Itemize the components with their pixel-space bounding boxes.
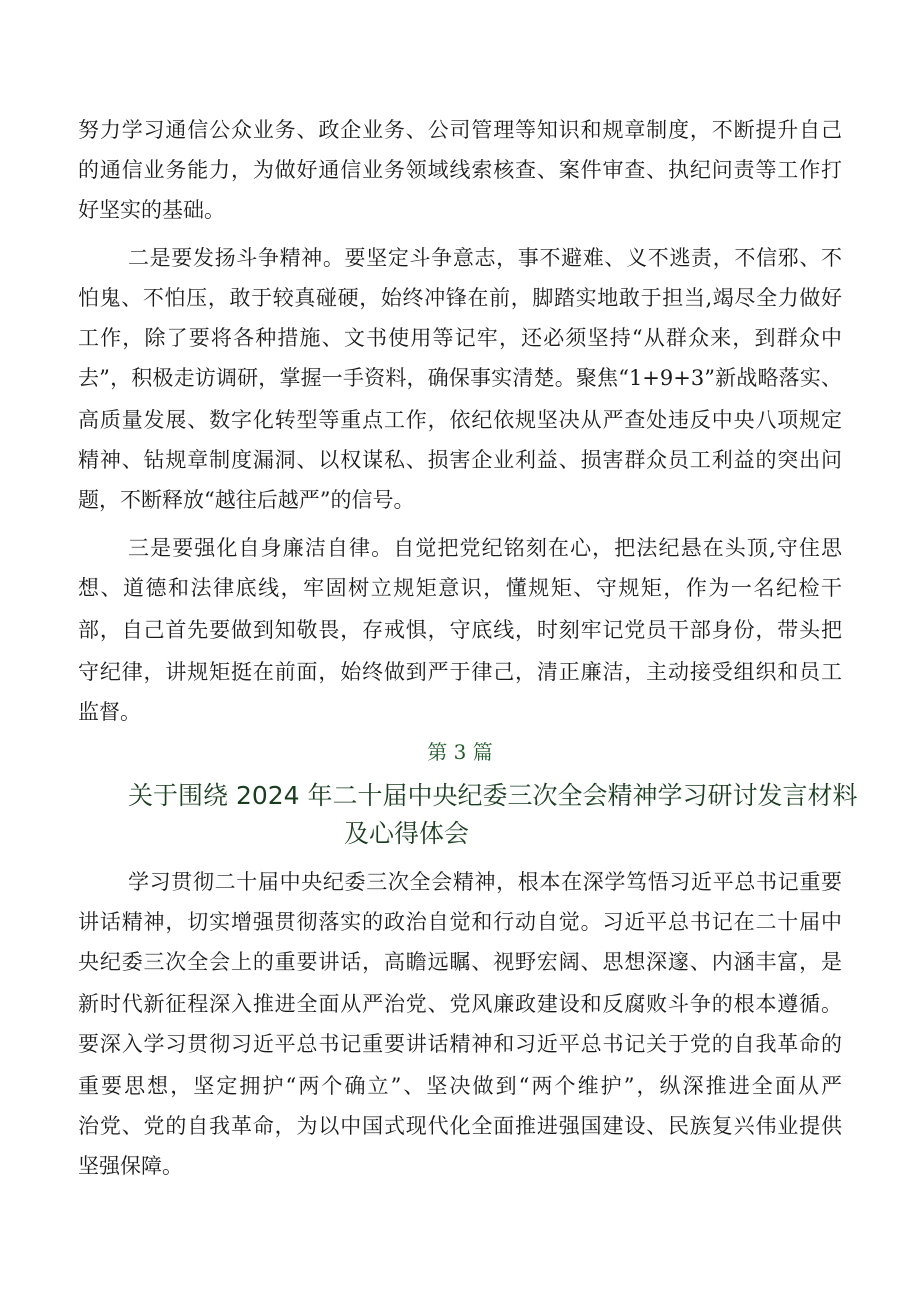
paragraph-line: 部，自己首先要做到知敬畏，存戒惧，守底线，时刻牢记党员干部身份，带头把: [78, 618, 842, 642]
paragraph-line: 怕鬼、不怕压，敢于较真碰硬，始终冲锋在前，脚踏实地敢于担当,竭尽全力做好: [78, 286, 842, 310]
article-title-line-2: 及心得体会: [344, 819, 470, 848]
section-label: 第 3 篇: [427, 740, 493, 764]
paragraph-line: 好坚实的基础。: [78, 198, 225, 222]
article-title-line-1: 关于围绕 2024 年二十届中央纪委三次全会精神学习研讨发言材料: [128, 781, 858, 810]
paragraph-line: 高质量发展、数字化转型等重点工作，依纪依规坚决从严查处违反中央八项规定: [78, 408, 842, 432]
paragraph-line: 二是要发扬斗争精神。要坚定斗争意志，事不避难、义不逃责，不信邪、不: [128, 246, 842, 270]
paragraph-line: 努力学习通信公众业务、政企业务、公司管理等知识和规章制度，不断提升自己: [78, 118, 842, 142]
paragraph-line: 央纪委三次全会上的重要讲话，高瞻远瞩、视野宏阔、思想深邃、内涵丰富，是: [78, 950, 842, 974]
paragraph-line: 新时代新征程深入推进全面从严治党、党风廉政建设和反腐败斗争的根本遵循。: [78, 992, 842, 1016]
paragraph-line: 学习贯彻二十届中央纪委三次全会精神，根本在深学笃悟习近平总书记重要: [128, 870, 842, 894]
paragraph-line: 重要思想，坚定拥护“两个确立”、坚决做到“两个维护”，纵深推进全面从严: [78, 1074, 842, 1098]
paragraph-line: 三是要强化自身廉洁自律。自觉把党纪铭刻在心，把法纪悬在头顶,守住思: [128, 536, 842, 560]
paragraph-line: 监督。: [78, 700, 141, 724]
paragraph-line: 精神、钻规章制度漏洞、以权谋私、损害企业利益、损害群众员工利益的突出问: [78, 448, 842, 472]
paragraph-line: 去”，积极走访调研，掌握一手资料，确保事实清楚。聚焦“1+9+3”新战略落实、: [78, 366, 842, 390]
paragraph-line: 工作，除了要将各种措施、文书使用等记牢，还必须坚持“从群众来，到群众中: [78, 326, 842, 350]
paragraph-line: 治党、党的自我革命，为以中国式现代化全面推进强国建设、民族复兴伟业提供: [78, 1114, 842, 1138]
paragraph-line: 守纪律，讲规矩挺在前面，始终做到严于律己，清正廉洁，主动接受组织和员工: [78, 660, 842, 684]
paragraph-line: 的通信业务能力，为做好通信业务领域线索核查、案件审查、执纪问责等工作打: [78, 158, 842, 182]
paragraph-line: 想、道德和法律底线，牢固树立规矩意识，懂规矩、守规矩，作为一名纪检干: [78, 576, 842, 600]
paragraph-line: 坚强保障。: [78, 1154, 183, 1178]
paragraph-line: 题，不断释放“越往后越严”的信号。: [78, 488, 415, 512]
paragraph-line: 要深入学习贯彻习近平总书记重要讲话精神和习近平总书记关于党的自我革命的: [78, 1032, 842, 1056]
paragraph-line: 讲话精神，切实增强贯彻落实的政治自觉和行动自觉。习近平总书记在二十届中: [78, 910, 842, 934]
